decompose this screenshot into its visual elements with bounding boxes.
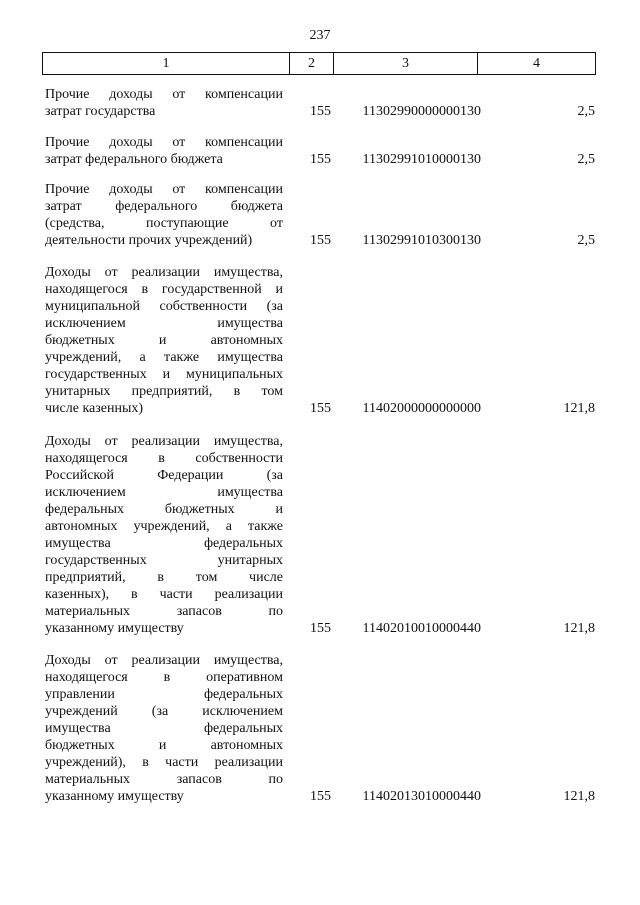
row-amount: 121,8 xyxy=(563,401,595,416)
table-row xyxy=(45,652,595,805)
description-line: бюджетных и автономных xyxy=(45,738,283,753)
row-budget-code: 11302991010300130 xyxy=(362,233,481,248)
table-row xyxy=(45,134,595,168)
header-col-4: 4 xyxy=(533,56,540,71)
description-line: Прочие доходы от компенсации xyxy=(45,87,283,102)
description-line: указанному имуществу xyxy=(45,621,184,636)
description-line: Доходы от реализации имущества, xyxy=(45,653,283,668)
description-line: находящегося в оперативном xyxy=(45,670,283,685)
row-description xyxy=(45,181,283,249)
row-admin-code: 155 xyxy=(310,233,331,248)
row-budget-code: 11302990000000130 xyxy=(362,104,481,119)
table-row xyxy=(45,86,595,120)
description-line: затрат федерального бюджета xyxy=(45,199,283,214)
description-line: управлении федеральных xyxy=(45,687,283,702)
header-col-3: 3 xyxy=(334,53,478,74)
description-line: Прочие доходы от компенсации xyxy=(45,135,283,150)
header-col-1: 1 xyxy=(43,53,290,74)
description-line: Доходы от реализации имущества, xyxy=(45,265,283,280)
table-row xyxy=(45,264,595,417)
row-amount: 2,5 xyxy=(577,104,595,119)
description-line: затрат федерального бюджета xyxy=(45,152,223,167)
description-line: Прочие доходы от компенсации xyxy=(45,182,283,197)
description-line: материальных запасов по xyxy=(45,772,283,787)
description-line: указанному имуществу xyxy=(45,789,184,804)
description-line: учреждений, а также имущества xyxy=(45,350,283,365)
description-line: предприятий, в том числе xyxy=(45,570,283,585)
description-line: бюджетных и автономных xyxy=(45,333,283,348)
row-amount: 121,8 xyxy=(563,621,595,636)
row-budget-code: 11402013010000440 xyxy=(362,789,481,804)
table-row xyxy=(45,433,595,637)
row-description xyxy=(45,652,283,805)
description-line: унитарных предприятий, в том xyxy=(45,384,283,399)
page-number: 237 xyxy=(309,28,331,43)
row-description xyxy=(45,264,283,417)
table-row xyxy=(45,181,595,249)
row-admin-code: 155 xyxy=(310,789,331,804)
description-line: находящегося в государственной и xyxy=(45,282,283,297)
row-budget-code: 11402010010000440 xyxy=(362,621,481,636)
description-line: казенных), в части реализации xyxy=(45,587,283,602)
description-line: учреждений (за исключением xyxy=(45,704,283,719)
row-description xyxy=(45,433,283,637)
description-line: имущества федеральных xyxy=(45,536,283,551)
description-line: числе казенных) xyxy=(45,401,144,416)
description-line: материальных запасов по xyxy=(45,604,283,619)
row-budget-code: 11402000000000000 xyxy=(362,401,481,416)
table-header xyxy=(42,52,596,75)
description-line: государственных и муниципальных xyxy=(45,367,283,382)
row-amount: 2,5 xyxy=(577,233,595,248)
description-line: имущества федеральных xyxy=(45,721,283,736)
header-col-2: 2 xyxy=(290,53,334,74)
row-admin-code: 155 xyxy=(310,152,331,167)
description-line: Российской Федерации (за xyxy=(45,468,283,483)
description-line: исключением имущества xyxy=(45,316,283,331)
description-line: учреждений), в части реализации xyxy=(45,755,283,770)
description-line: автономных учреждений, а также xyxy=(45,519,283,534)
description-line: находящегося в собственности xyxy=(45,451,283,466)
row-admin-code: 155 xyxy=(310,104,331,119)
description-line: исключением имущества xyxy=(45,485,283,500)
row-admin-code: 155 xyxy=(310,401,331,416)
row-amount: 2,5 xyxy=(577,152,595,167)
description-line: деятельности прочих учреждений) xyxy=(45,233,253,248)
description-line: государственных унитарных xyxy=(45,553,283,568)
row-budget-code: 11302991010000130 xyxy=(362,152,481,167)
description-line: Доходы от реализации имущества, xyxy=(45,434,283,449)
row-amount: 121,8 xyxy=(563,789,595,804)
description-line: затрат государства xyxy=(45,104,156,119)
row-admin-code: 155 xyxy=(310,621,331,636)
description-line: федеральных бюджетных и xyxy=(45,502,283,517)
description-line: муниципальной собственности (за xyxy=(45,299,283,314)
row-description xyxy=(45,86,283,120)
description-line: (средства, поступающие от xyxy=(45,216,283,231)
row-description xyxy=(45,134,283,168)
